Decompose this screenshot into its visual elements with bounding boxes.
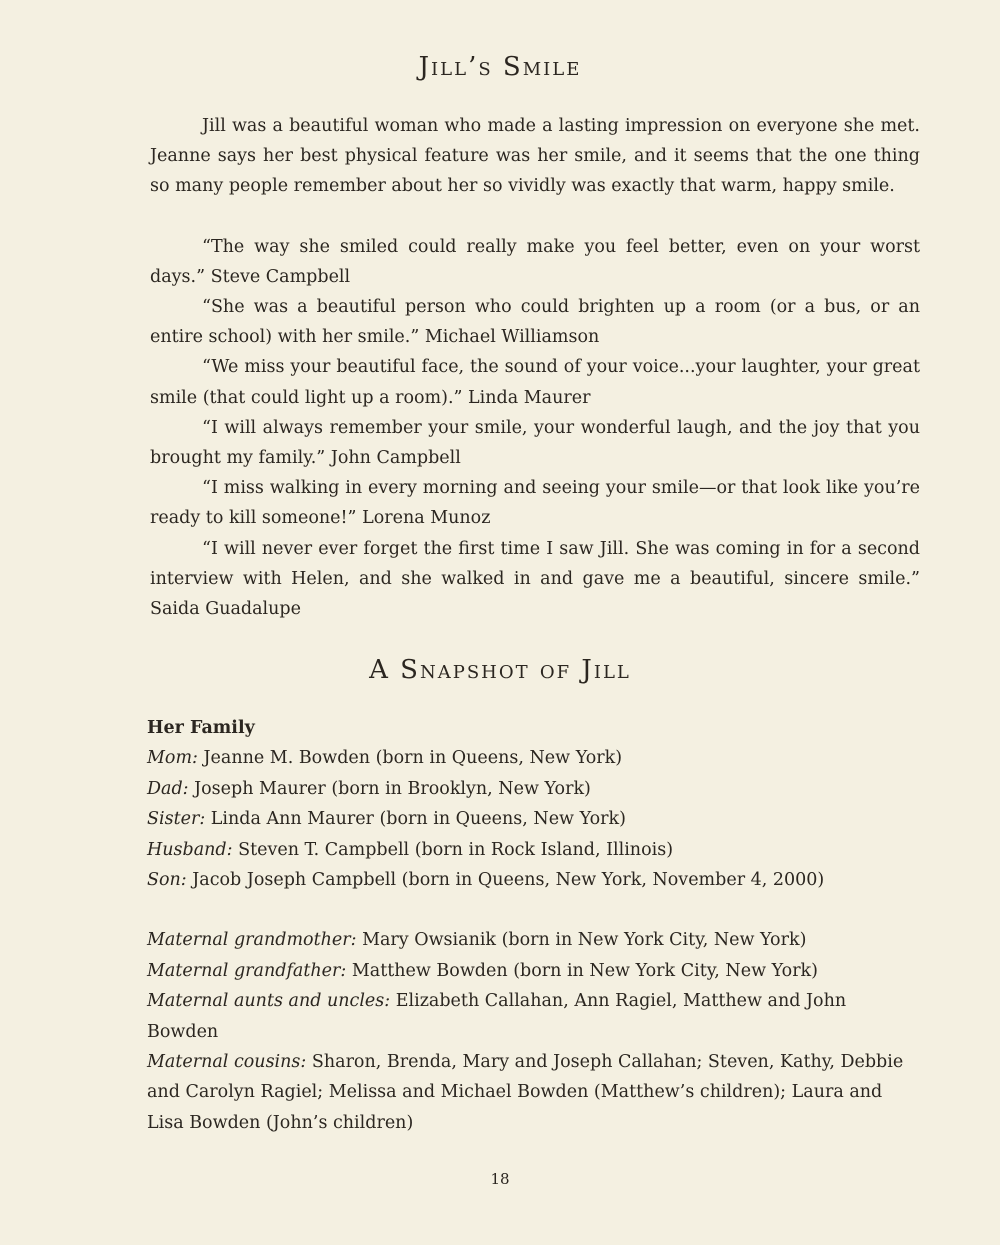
family-entry-dad (147, 774, 922, 804)
family-value: Matthew Bowden (born in New York City, New York) (346, 960, 818, 981)
family-entry-maternal-cousins (147, 1047, 922, 1138)
family-entry-maternal-grandmother (147, 925, 922, 955)
family-label: Maternal grandmother: (147, 930, 357, 951)
quote-paragraph: “We miss your beautiful face, the sound of your voice...your laughter, your great smile (that could light up a room).” Linda Maurer (150, 357, 920, 408)
family-label: Sister: (147, 809, 206, 830)
quote-paragraph: “I miss walking in every morning and seeing your smile—or that look like you’re ready to kill someone!” Lorena Munoz (150, 478, 920, 529)
quote-paragraph: “I will never ever forget the first time I saw Jill. She was coming in for a second interview with Helen, and she walked in and gave me a beautiful, sincere smile.” Saida Guadalupe (150, 538, 920, 620)
family-label: Maternal grandfather: (147, 960, 347, 981)
spacer (147, 895, 922, 925)
family-value: Linda Ann Maurer (born in Queens, New York) (205, 809, 626, 830)
family-value: Mary Owsianik (born in New York City, New York) (356, 930, 807, 951)
smile-section (150, 111, 920, 624)
family-label: Dad: (147, 778, 189, 799)
family-value: Steven T. Campbell (born in Rock Island, Illinois) (232, 839, 674, 860)
family-value: Jeanne M. Bowden (born in Queens, New York) (197, 748, 623, 769)
family-label: Mom: (147, 748, 198, 769)
quote-paragraph: “The way she smiled could really make you feel better, even on your worst days.” Steve Campbell (150, 236, 920, 287)
family-label: Maternal aunts and uncles: (147, 991, 391, 1012)
family-entry-mom (147, 743, 922, 773)
section-title-jills-smile: Jill’s Smile (418, 52, 582, 82)
family-value: Joseph Maurer (born in Brooklyn, New York) (188, 778, 591, 799)
family-label: Husband: (147, 839, 233, 860)
family-section (147, 713, 922, 1138)
family-entry-maternal-grandfather (147, 956, 922, 986)
family-value: Jacob Joseph Campbell (born in Queens, New York, November 4, 2000) (186, 870, 825, 891)
quote-paragraph: “She was a beautiful person who could brighten up a room (or a bus, or an entire school) with her smile.” Michael Williamson (150, 297, 920, 348)
family-value: Sharon, Brenda, Mary and Joseph Callahan; Steven, Kathy, Debbie and Carolyn Ragiel; Melissa and Michael Bowden (Matthew’s children); Laura and Lisa Bowden (John’s children) (147, 1052, 904, 1133)
family-entry-maternal-aunts-uncles (147, 986, 922, 1047)
family-heading: Her Family (147, 718, 255, 738)
family-entry-sister (147, 804, 922, 834)
page-number: 18 (490, 1170, 510, 1188)
intro-paragraph: Jill was a beautiful woman who made a lasting impression on everyone she met. Jeanne says her best physical feature was her smile, and it seems that the one thing so many people remember about her so vividly was exactly that warm, happy smile. (150, 116, 920, 197)
family-entry-husband (147, 835, 922, 865)
family-label: Maternal cousins: (147, 1052, 307, 1073)
family-entry-son (147, 865, 922, 895)
section-title-snapshot: A Snapshot of Jill (369, 655, 631, 685)
family-value: Elizabeth Callahan, Ann Ragiel, Matthew and John Bowden (147, 991, 847, 1042)
quote-paragraph: “I will always remember your smile, your wonderful laugh, and the joy that you brought my family.” John Campbell (150, 417, 920, 469)
family-label: Son: (147, 870, 187, 891)
